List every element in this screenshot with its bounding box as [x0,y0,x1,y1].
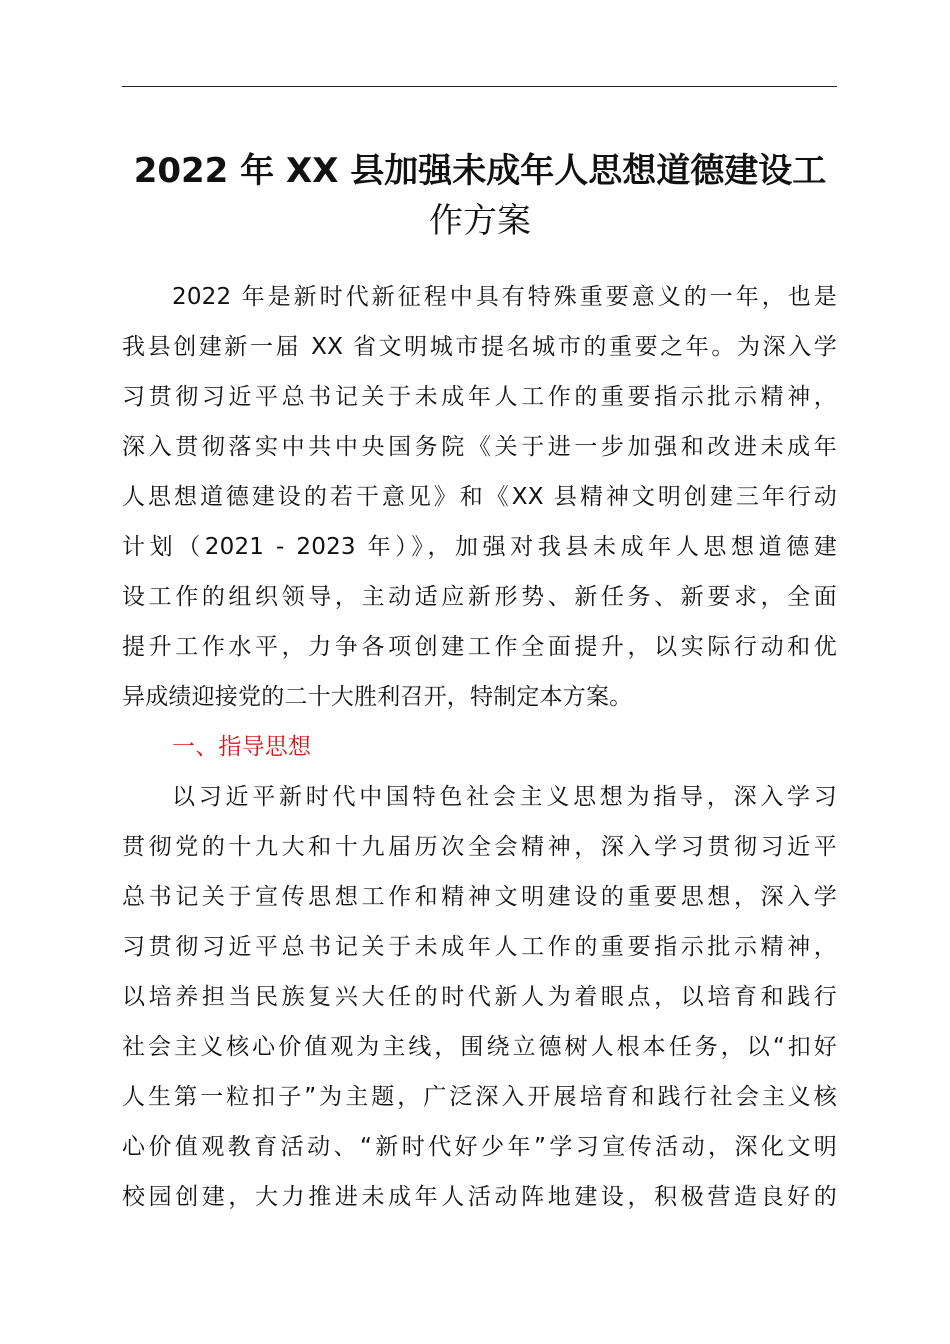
paragraph-line: 贯彻党的十九大和十九届历次全会精神，深入学习贯彻习近平 [122,834,837,860]
paragraph-line: 深入贯彻落实中共中央国务院《关于进一步加强和改进未成年 [122,434,837,460]
paragraph-line: 2022 年是新时代新征程中具有特殊重要意义的一年，也是 [172,284,837,310]
title-line-1: 2022 年 XX 县加强未成年人思想道德建设工 [133,151,827,191]
paragraph-line: 人生第一粒扣子”为主题，广泛深入开展培育和践行社会主义核 [122,1084,837,1110]
title-line-2: 作方案 [429,201,531,241]
section-heading-guiding-ideology: 一、指导思想 [172,734,312,760]
document-body [122,272,837,1222]
paragraph-line: 习贯彻习近平总书记关于未成年人工作的重要指示批示精神， [122,384,837,410]
header-rule [122,86,837,87]
paragraph-line: 人思想道德建设的若干意见》和《XX 县精神文明创建三年行动 [122,484,837,510]
paragraph-line: 校园创建，大力推进未成年人活动阵地建设，积极营造良好的 [122,1184,837,1210]
paragraph-line: 习贯彻习近平总书记关于未成年人工作的重要指示批示精神， [122,934,837,960]
paragraph-line: 以习近平新时代中国特色社会主义思想为指导，深入学习 [172,784,837,810]
paragraph-line: 以培养担当民族复兴大任的时代新人为着眼点，以培育和践行 [122,984,837,1010]
paragraph-line: 我县创建新一届 XX 省文明城市提名城市的重要之年。为深入学 [122,334,837,360]
paragraph-line: 社会主义核心价值观为主线，围绕立德树人根本任务，以“扣好 [122,1034,837,1060]
document-title [110,146,850,246]
paragraph-line: 心价值观教育活动、“新时代好少年”学习宣传活动，深化文明 [122,1134,837,1160]
intro-paragraph [122,272,837,722]
paragraph-line: 提升工作水平，力争各项创建工作全面提升，以实际行动和优 [122,634,837,660]
paragraph-line: 设工作的组织领导，主动适应新形势、新任务、新要求，全面 [122,584,837,610]
paragraph-line: 总书记关于宣传思想工作和精神文明建设的重要思想，深入学 [122,884,837,910]
paragraph-line: 异成绩迎接党的二十大胜利召开，特制定本方案。 [122,684,633,710]
paragraph-line: 计划（2021 - 2023 年）》，加强对我县未成年人思想道德建 [122,534,837,560]
section1-paragraph [122,772,837,1222]
